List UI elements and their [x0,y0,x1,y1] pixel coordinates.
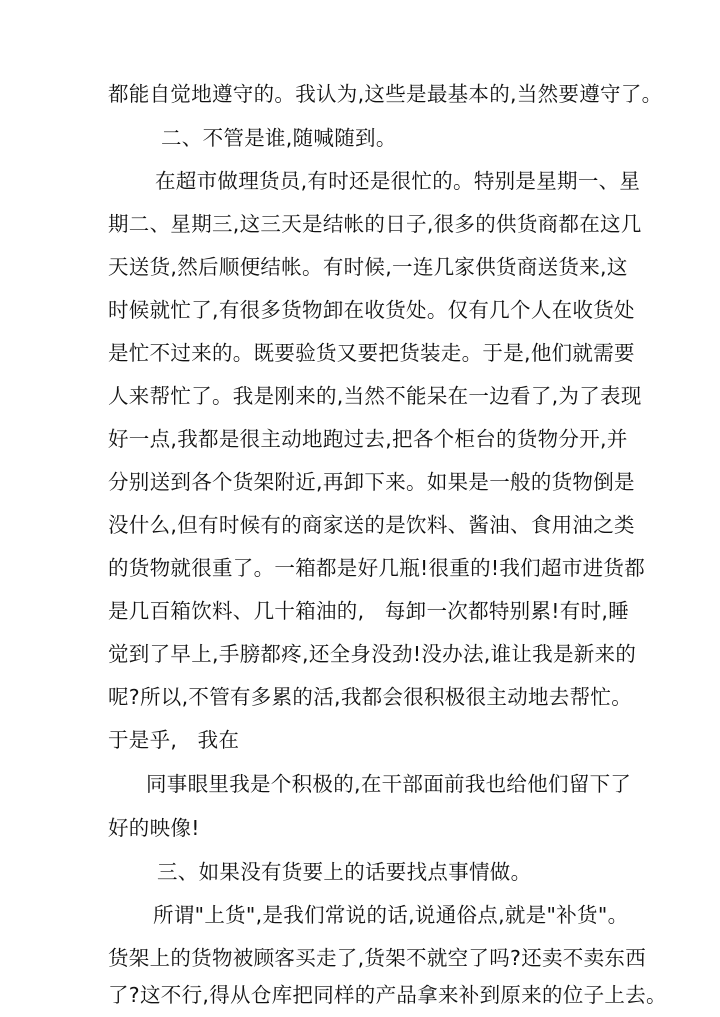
text-line: 觉到了早上,手膀都疼,还全身没劲!没办法,谁让我是新来的 [108,642,637,666]
text-line: 都能自觉地遵守的。我认为,这些是最基本的,当然要遵守了。 [108,82,663,106]
text-line: 货架上的货物被顾客买走了,货架不就空了吗?还卖不卖东西 [108,946,646,970]
text-line: 没什么,但有时候有的商家送的是饮料、酱油、食用油之类 [108,513,635,537]
text-line: 是忙不过来的。既要验货又要把货装走。于是,他们就需要 [108,341,635,365]
text-line: 是几百箱饮料、几十箱油的, 每卸一次都特别累!有时,睡 [108,599,629,623]
text-line: 同事眼里我是个积极的,在干部面前我也给他们留下了 [146,772,632,796]
text-line: 在超市做理货员,有时还是很忙的。特别是星期一、星 [155,169,641,193]
section-heading: 二、不管是谁,随喊随到。 [161,126,397,150]
text-line: 呢?所以,不管有多累的活,我都会很积极很主动地去帮忙。 [108,685,633,709]
text-line: 的货物就很重了。一箱都是好几瓶!很重的!我们超市进货都 [108,556,646,580]
text-line: 天送货,然后顺便结帐。有时候,一连几家供货商送货来,这 [108,255,628,279]
text-line: 所谓"上货",是我们常说的话,说通俗点,就是"补货"。 [153,903,629,927]
section-heading: 三、如果没有货要上的话要找点事情做。 [157,860,532,884]
text-line: 了?这不行,得从仓库把同样的产品拿来补到原来的位子上去。 [108,983,667,1007]
text-line: 好一点,我都是很主动地跑过去,把各个柜台的货物分开,并 [108,427,628,451]
text-line: 人来帮忙了。我是刚来的,当然不能呆在一边看了,为了表现 [108,384,642,408]
text-line: 于是乎, 我在 [108,728,240,752]
text-line: 分别送到各个货架附近,再卸下来。如果是一般的货物倒是 [108,470,635,494]
text-line: 好的映像! [108,816,200,840]
text-line: 期二、星期三,这三天是结帐的日子,很多的供货商都在这几 [108,212,642,236]
text-line: 时候就忙了,有很多货物卸在收货处。仅有几个人在收货处 [108,298,635,322]
